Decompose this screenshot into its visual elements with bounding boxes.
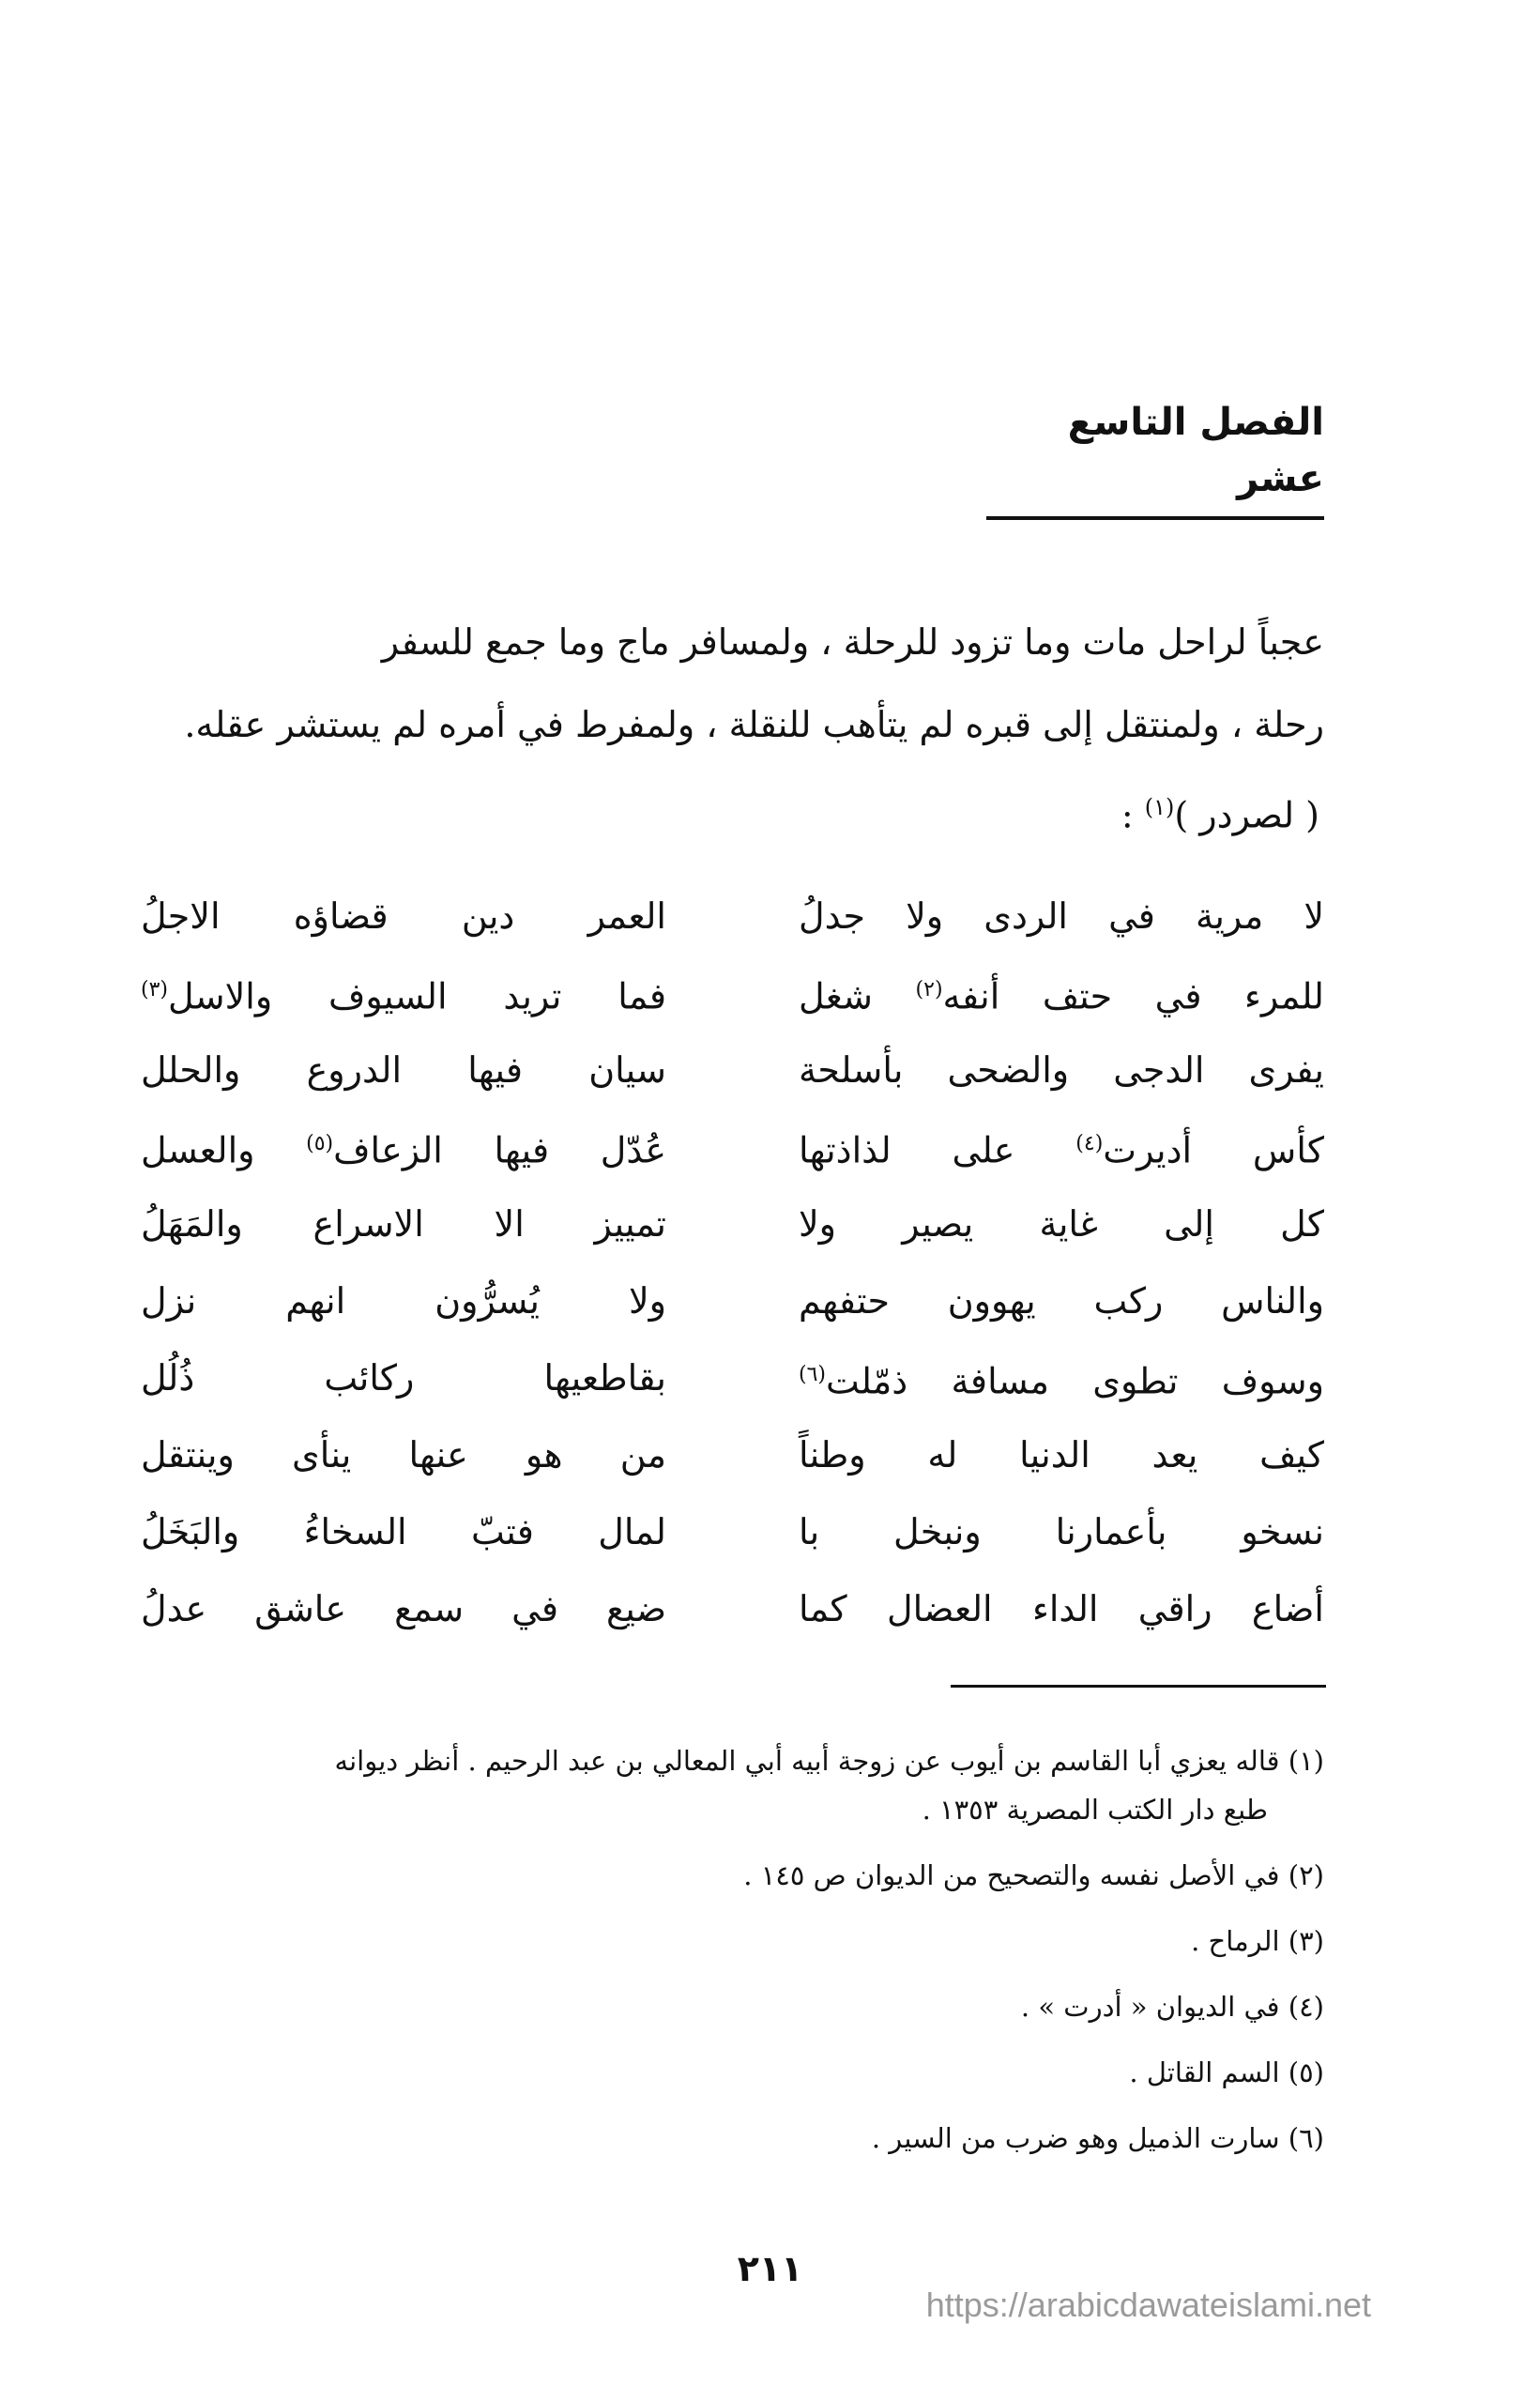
footnote-number: (٦) (1288, 2122, 1324, 2154)
footnotes (141, 1736, 1324, 2179)
intro-paragraph (141, 601, 1324, 766)
second-hemistich: ضيع في سمع عاشق عدلُ (141, 1588, 666, 1629)
first-hemistich (799, 1347, 1324, 1410)
second-hemistich: العمر دين قضاؤه الاجلُ (141, 895, 666, 937)
footnote-text: قاله يعزي أبا القاسم بن أيوب عن زوجة أبيه أبي المعالي بن عبد الرحيم . أنظر ديوانه (334, 1745, 1280, 1777)
second-hemistich: ولا يُسرُّون انهم نزل (141, 1280, 666, 1322)
footnote-ref: (٦) (799, 1362, 827, 1386)
poem (141, 878, 1324, 1647)
first-hemistich: يفرى الدجى والضحى بأسلحة (799, 1049, 1324, 1091)
verse-line (141, 1185, 1324, 1262)
first-hemistich: كل إلى غاية يصير ولا (799, 1203, 1324, 1245)
first-hemistich (799, 1116, 1324, 1179)
footnote (141, 1982, 1324, 2031)
hemistich-text: وسوف تطوى مسافة ذمّلت (826, 1360, 1324, 1402)
first-hemistich: لا مرية في الردى ولا جدلُ (799, 895, 1324, 937)
chapter-heading: الفصل التاسع عشر (986, 394, 1324, 520)
footnote-number: (١) (1288, 1745, 1324, 1777)
second-hemistich (141, 962, 666, 1025)
footnote-number: (٥) (1288, 2056, 1324, 2088)
footnote-text: السم القاتل . (1129, 2056, 1280, 2088)
footnote-text: الرماح . (1191, 1925, 1280, 1957)
verse-line (141, 955, 1324, 1032)
hemistich-text: شغل (799, 975, 916, 1017)
footnote-ref: (٣) (141, 977, 169, 1001)
footnote (141, 1736, 1324, 1834)
footnote (141, 2114, 1324, 2163)
footnote-ref: (١) (1144, 794, 1175, 820)
hemistich-text: والعسل (141, 1129, 307, 1171)
hemistich-text: كأس أديرت (1103, 1129, 1324, 1171)
verse-line (141, 1032, 1324, 1108)
watermark-url: https://arabicdawateislami.net (925, 2286, 1371, 2324)
first-hemistich: كيف يعد الدنيا له وطناً (799, 1434, 1324, 1475)
hemistich-text: للمرء في حتف أنفه (942, 975, 1325, 1017)
footnote-text: في الأصل نفسه والتصحيح من الديوان ص ١٤٥ . (743, 1859, 1280, 1891)
second-hemistich (141, 1116, 666, 1179)
verse-line (141, 1416, 1324, 1493)
second-hemistich: من هو عنها ينأى وينتقل (141, 1434, 666, 1475)
footnote-ref: (٤) (1075, 1131, 1104, 1155)
first-hemistich: والناس ركب يهوون حتفهم (799, 1280, 1324, 1322)
hemistich-text: على لذاذتها (799, 1129, 1076, 1171)
footnote-number: (٣) (1288, 1925, 1324, 1957)
footnote (141, 1851, 1324, 1900)
page-number: ٢١١ (737, 2248, 803, 2289)
first-hemistich: أضاع راقي الداء العضال كما (799, 1588, 1324, 1629)
verse-line (141, 1262, 1324, 1339)
footnote-text: سارت الذميل وهو ضرب من السير . (871, 2122, 1280, 2154)
intro-line: رحلة ، ولمنتقل إلى قبره لم يتأهب للنقلة ، ولمفرط في أمره لم يستشر عقله. (184, 704, 1324, 745)
colon: : (1121, 794, 1134, 836)
second-hemistich: سيان فيها الدروع والحلل (141, 1049, 666, 1091)
footnote-number: (٤) (1288, 1991, 1324, 2023)
intro-line: عجباً لراحل مات وما تزود للرحلة ، ولمسافر ماج وما جمع للسفر (381, 621, 1324, 663)
second-hemistich: لمال فتبّ السخاءُ والبَخَلُ (141, 1511, 666, 1552)
verse-line (141, 878, 1324, 955)
footnote-ref: (٢) (915, 977, 943, 1001)
footnote-text: في الديوان « أدرت » . (1020, 1991, 1280, 2023)
verse-line (141, 1339, 1324, 1416)
first-hemistich: نسخو بأعمارنا ونبخل با (799, 1511, 1324, 1552)
second-hemistich: بقاطعيها ركائب ذُلُل (141, 1357, 666, 1399)
footnote-number: (٢) (1288, 1859, 1324, 1891)
footnote-continuation: طبع دار الكتب المصرية ١٣٥٣ . (922, 1794, 1268, 1826)
second-hemistich: تمييز الا الاسراع والمَهَلُ (141, 1203, 666, 1245)
poet-name: ( لصردر ) (1174, 794, 1319, 836)
poem-attribution (1121, 779, 1319, 844)
first-hemistich (799, 962, 1324, 1025)
verse-line (141, 1108, 1324, 1185)
footnote (141, 2048, 1324, 2097)
footnote (141, 1917, 1324, 1965)
footnote-ref: (٥) (306, 1131, 334, 1155)
verse-line (141, 1493, 1324, 1570)
hemistich-text: فما تريد السيوف والاسل (168, 975, 666, 1017)
hemistich-text: عُدّل فيها الزعاف (333, 1129, 666, 1171)
verse-line (141, 1570, 1324, 1647)
footnote-divider (951, 1685, 1326, 1688)
